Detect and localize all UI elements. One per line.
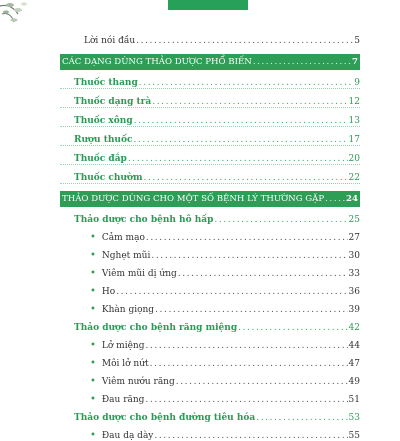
dot-leader	[178, 269, 348, 279]
toc-entry-label: Thuốc dạng trà	[74, 97, 152, 107]
dot-leader	[176, 377, 348, 387]
toc-entry[interactable]	[60, 108, 360, 127]
toc-group-label: Thảo dược cho bệnh răng miệng	[74, 323, 238, 333]
dot-leader	[151, 251, 347, 261]
toc-group-label: Thảo dược cho bệnh đường tiêu hóa	[74, 413, 256, 423]
toc-entry-label: Viêm nướu răng	[101, 377, 175, 387]
dot-leader	[136, 36, 353, 46]
toc-entry-label: Đau răng	[101, 395, 145, 405]
toc-group-oral[interactable]	[60, 315, 360, 333]
toc-entry-label: Thuốc xông	[74, 116, 133, 126]
toc-entry-label: Viêm mũi dị ứng	[101, 269, 177, 279]
toc-entry-label: Thuốc đắp	[74, 154, 127, 164]
toc-section-2[interactable]	[60, 191, 360, 207]
bullet-icon: •	[90, 268, 96, 279]
dot-leader	[145, 395, 347, 405]
dot-leader	[139, 78, 353, 88]
toc-entry-page: 13	[348, 116, 360, 126]
dot-leader	[144, 173, 348, 183]
toc-entry-page: 27	[348, 233, 360, 243]
toc-subentry[interactable]	[60, 279, 360, 297]
bullet-icon: •	[90, 304, 96, 315]
toc-subentry[interactable]	[60, 423, 360, 441]
toc-group-digestive[interactable]	[60, 405, 360, 423]
toc-entry-page: 33	[348, 269, 360, 279]
bullet-icon: •	[90, 394, 96, 405]
toc-entry-page: 47	[348, 359, 360, 369]
toc-entry[interactable]	[60, 165, 360, 184]
toc-entry-page: 49	[348, 377, 360, 387]
toc-entry-page: 5	[354, 36, 360, 46]
toc-entry-page: 17	[348, 135, 360, 145]
dot-leader	[238, 323, 347, 333]
toc-entry-page: 9	[354, 78, 360, 88]
toc-entry-label: Đau dạ dày	[101, 431, 154, 441]
dot-leader	[155, 305, 347, 315]
bullet-icon: •	[90, 340, 96, 351]
toc-entry-page: 55	[348, 431, 360, 441]
toc-section-1[interactable]	[60, 54, 360, 70]
dot-leader	[150, 359, 348, 369]
toc-group-page: 25	[348, 215, 360, 225]
toc-subentry[interactable]	[60, 261, 360, 279]
dot-leader	[146, 233, 348, 243]
toc-entry[interactable]	[60, 146, 360, 165]
bullet-icon: •	[90, 286, 96, 297]
bullet-icon: •	[90, 250, 96, 261]
toc-group-label: Thảo dược cho bệnh hô hấp	[74, 215, 214, 225]
toc-entry-page: 51	[348, 395, 360, 405]
toc-subentry[interactable]	[60, 387, 360, 405]
toc-subentry[interactable]	[60, 225, 360, 243]
toc-entry-label: Ho	[101, 287, 116, 297]
toc-entry-page: 12	[348, 97, 360, 107]
toc-entry-label: Môi lở nứt	[101, 359, 149, 369]
bullet-icon: •	[90, 232, 96, 243]
toc-entry-intro[interactable]	[60, 28, 360, 46]
toc-entry-label: Khàn giọng	[101, 305, 155, 315]
dot-leader	[128, 154, 348, 164]
dot-leader	[253, 57, 351, 67]
toc-entry-page: 30	[348, 251, 360, 261]
toc-entry-page: 44	[348, 341, 360, 351]
dot-leader	[133, 135, 347, 145]
dot-leader	[152, 97, 347, 107]
toc-entry-label: Rượu thuốc	[74, 135, 133, 145]
section-page: 24	[346, 194, 358, 204]
dot-leader	[134, 116, 348, 126]
toc-entry-label: Cảm mạo	[101, 233, 145, 243]
toc-entry-label: Lở miệng	[101, 341, 145, 351]
dot-leader	[116, 287, 347, 297]
section-title: THẢO DƯỢC DÙNG CHO MỘT SỐ BỆNH LÝ THƯỜNG GẶP	[62, 194, 325, 204]
toc-entry-label: Lời nói đầu	[84, 36, 136, 46]
dot-leader	[154, 431, 347, 441]
toc-subentry[interactable]	[60, 369, 360, 387]
toc-entry[interactable]	[60, 70, 360, 89]
toc-entry-label: Nghẹt mũi	[101, 251, 151, 261]
toc-subentry[interactable]	[60, 351, 360, 369]
toc-entry-label: Thuốc chườm	[74, 173, 143, 183]
toc-entry-page: 22	[348, 173, 360, 183]
bullet-icon: •	[90, 376, 96, 387]
table-of-contents	[60, 28, 360, 441]
section-page: 7	[352, 57, 358, 67]
dot-leader	[214, 215, 347, 225]
dot-leader	[145, 341, 347, 351]
toc-group-page: 42	[348, 323, 360, 333]
section-title: CÁC DẠNG DÙNG THẢO DƯỢC PHỔ BIẾN	[62, 57, 252, 67]
toc-group-respiratory[interactable]	[60, 207, 360, 225]
toc-group-page: 53	[348, 413, 360, 423]
bullet-icon: •	[90, 358, 96, 369]
toc-entry-page: 20	[348, 154, 360, 164]
header-tab	[168, 0, 248, 10]
bullet-icon: •	[90, 430, 96, 441]
toc-subentry[interactable]	[60, 333, 360, 351]
toc-subentry[interactable]	[60, 243, 360, 261]
toc-entry-page: 39	[348, 305, 360, 315]
toc-entry-label: Thuốc thang	[74, 78, 138, 88]
dot-leader	[256, 413, 347, 423]
dot-leader	[325, 194, 345, 204]
toc-entry-page: 36	[348, 287, 360, 297]
toc-entry[interactable]	[60, 127, 360, 146]
toc-entry[interactable]	[60, 89, 360, 108]
plant-illustration-icon	[0, 0, 40, 30]
toc-subentry[interactable]	[60, 297, 360, 315]
